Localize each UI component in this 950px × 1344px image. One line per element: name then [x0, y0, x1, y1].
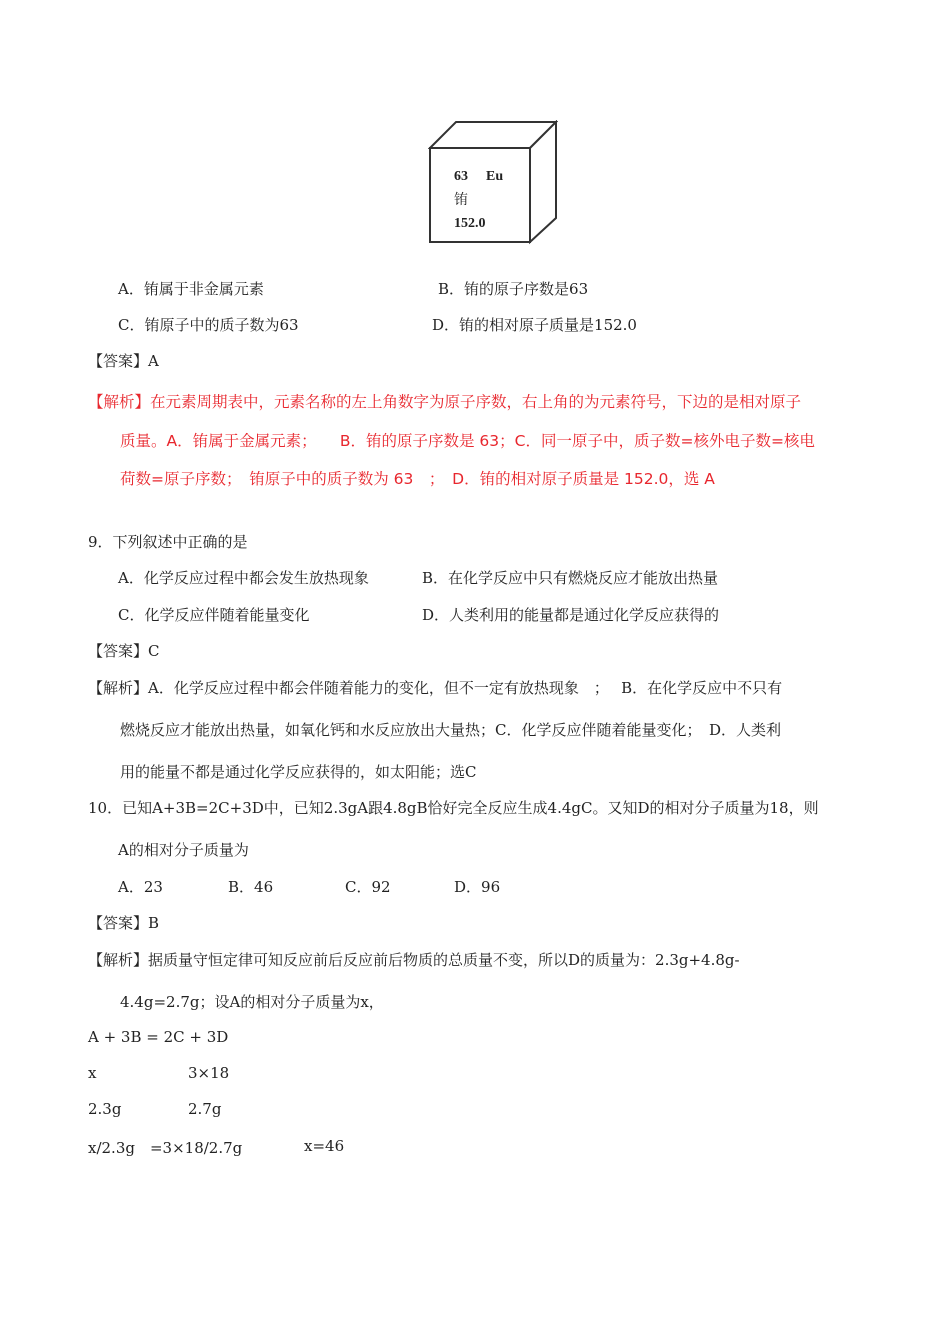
q9-analysis-line2: 燃烧反应才能放出热量，如氧化钙和水反应放出大量热；C．化学反应伴随着能量变化； D．人类利 [120, 721, 782, 739]
q10-analysis-line1: 【解析】据质量守恒定律可知反应前后反应前后物质的总质量不变，所以D的质量为：2.3g+4.8g- [88, 951, 740, 969]
q10-equation: A + 3B = 2C + 3D [88, 1028, 229, 1046]
element-cube-figure [428, 120, 558, 245]
q10-stem-line2: A的相对分子质量为 [118, 841, 249, 859]
q10-row1-b: 3×18 [188, 1064, 230, 1082]
q9-option-a: A．化学反应过程中都会发生放热现象 [118, 569, 369, 587]
q9-option-b: B．在化学反应中只有燃烧反应才能放出热量 [422, 569, 719, 587]
q9-analysis-line1: 【解析】A．化学反应过程中都会伴随着能力的变化，但不一定有放热现象 ； B．在化学反应中不只有 [88, 679, 783, 697]
element-symbol: Eu [486, 169, 504, 184]
q8-option-c: C．铕原子中的质子数为63 [118, 316, 299, 334]
q10-option-d: D．96 [454, 878, 501, 896]
q10-stem-line1: 10．已知A+3B=2C+3D中，已知2.3gA跟4.8gB恰好完全反应生成4.4gC。又知D的相对分子质量为18，则 [88, 799, 819, 817]
q10-row2-a: 2.3g [88, 1100, 122, 1118]
q10-row2-b: 2.7g [188, 1100, 222, 1118]
element-name: 铕 [454, 192, 468, 208]
q9-analysis-line3: 用的能量不都是通过化学反应获得的，如太阳能；选C [120, 763, 477, 781]
q10-option-c: C．92 [345, 878, 391, 896]
q8-option-d: D．铕的相对原子质量是152.0 [432, 316, 637, 334]
q9-stem: 9．下列叙述中正确的是 [88, 533, 248, 551]
q9-option-d: D．人类利用的能量都是通过化学反应获得的 [422, 606, 720, 624]
q10-answer: 【答案】B [88, 914, 160, 932]
q8-option-b: B．铕的原子序数是63 [438, 280, 589, 298]
atomic-number: 63 [454, 169, 468, 184]
q8-option-a: A．铕属于非金属元素 [118, 280, 264, 298]
q8-analysis-line3: 荷数=原子序数； 铕原子中的质子数为 63 ； D．铕的相对原子质量是 152.0，选 A [120, 470, 715, 488]
q8-answer: 【答案】A [88, 352, 159, 370]
q8-analysis-line1: 【解析】在元素周期表中，元素名称的左上角数字为原子序数，右上角的为元素符号，下边的是相对原子 [88, 393, 802, 411]
q10-analysis-line2: 4.4g=2.7g；设A的相对分子质量为x， [120, 993, 384, 1011]
q10-row1-a: x [88, 1064, 97, 1082]
q8-analysis-line2: 质量。A．铕属于金属元素； B．铕的原子序数是 63；C．同一原子中，质子数=核外电子数=核电 [120, 432, 815, 450]
q10-option-a: A．23 [118, 878, 163, 896]
q10-option-b: B．46 [228, 878, 274, 896]
q10-result: x=46 [304, 1137, 345, 1155]
atomic-mass: 152.0 [454, 216, 486, 231]
q9-answer: 【答案】C [88, 642, 160, 660]
element-card [428, 120, 558, 245]
q10-ratio: x/2.3g =3×18/2.7g [88, 1139, 243, 1157]
q9-option-c: C．化学反应伴随着能量变化 [118, 606, 310, 624]
